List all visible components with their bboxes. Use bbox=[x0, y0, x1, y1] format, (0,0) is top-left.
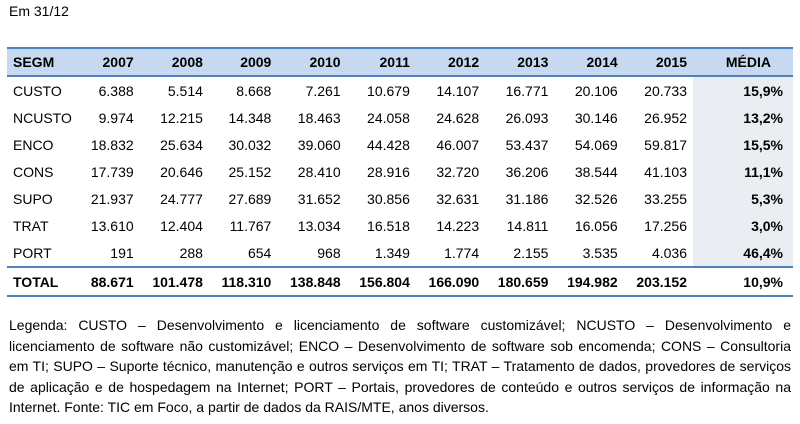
table-cell: 28.410 bbox=[297, 163, 341, 180]
total-cell: 118.310 bbox=[209, 267, 277, 296]
table-cell: 38.544 bbox=[574, 163, 618, 180]
table-cell: 44.428 bbox=[367, 136, 410, 153]
legend-paragraph: Legenda: CUSTO – Desenvolvimento e licenciamento de software customizável; NCUSTO – Desenvolvimento e licenciamento de software não customizável; ENCO – Desenvolvimento de software sob encomenda; CONS – Consultoria em TI; SUPO – Suporte técnico, manutenção e outros serviços em TI; TRAT – Tratamento de dados, provedores de serviços de aplicação e de hospedagem na Internet; PORT – Portais, provedores de conteúdo e outros serviços de informação na Internet. Fonte: TIC em Foco, a partir de dados da RAIS/MTE, anos diversos. bbox=[9, 317, 791, 415]
total-cell: 194.982 bbox=[554, 267, 623, 296]
table-cell: 59.817 bbox=[644, 136, 687, 153]
header-2012: 2012 bbox=[416, 48, 485, 76]
row-label: TRAT bbox=[13, 217, 49, 234]
table-cell: 4.036 bbox=[651, 244, 687, 261]
table-cell: 30.856 bbox=[367, 190, 410, 207]
table-total-row bbox=[7, 267, 793, 296]
table-subtitle: Em 31/12 bbox=[9, 3, 69, 19]
table-cell: 21.937 bbox=[90, 190, 134, 207]
header-segm: SEGM bbox=[7, 48, 79, 76]
table-cell: 53.437 bbox=[505, 136, 549, 153]
table-cell: 16.056 bbox=[574, 217, 618, 234]
media-cell: 13,2% bbox=[693, 104, 793, 131]
table-header-row bbox=[7, 48, 793, 76]
row-label: PORT bbox=[13, 244, 52, 261]
total-cell: 166.090 bbox=[416, 267, 485, 296]
table-cell: 32.526 bbox=[574, 190, 618, 207]
table-cell: 24.777 bbox=[160, 190, 203, 207]
header-2014: 2014 bbox=[554, 48, 623, 76]
table-cell: 27.689 bbox=[228, 190, 272, 207]
total-cell: 156.804 bbox=[347, 267, 416, 296]
table-cell: 33.255 bbox=[644, 190, 687, 207]
table-cell: 16.771 bbox=[505, 82, 549, 99]
table-cell: 18.832 bbox=[90, 136, 134, 153]
table-cell: 13.034 bbox=[297, 217, 341, 234]
header-2010: 2010 bbox=[277, 48, 346, 76]
table-cell: 10.679 bbox=[367, 82, 410, 99]
table-cell: 13.610 bbox=[90, 217, 134, 234]
total-label: TOTAL bbox=[7, 267, 79, 296]
table-cell: 5.514 bbox=[167, 82, 203, 99]
table-cell: 26.952 bbox=[644, 109, 687, 126]
row-label: CONS bbox=[13, 163, 54, 180]
header-2008: 2008 bbox=[140, 48, 209, 76]
table-cell: 3.535 bbox=[582, 244, 618, 261]
table-cell: 14.811 bbox=[506, 217, 549, 234]
row-label: SUPO bbox=[13, 190, 53, 207]
table-cell: 1.349 bbox=[374, 244, 410, 261]
row-label: CUSTO bbox=[13, 82, 62, 99]
table-cell: 2.155 bbox=[513, 244, 549, 261]
table-cell: 288 bbox=[179, 244, 203, 261]
table-cell: 26.093 bbox=[505, 109, 549, 126]
table-cell: 30.032 bbox=[228, 136, 272, 153]
table-cell: 16.518 bbox=[367, 217, 410, 234]
media-cell: 15,5% bbox=[693, 131, 793, 158]
header-media: MÉDIA bbox=[693, 48, 793, 76]
header-2011: 2011 bbox=[347, 48, 416, 76]
table-cell: 17.739 bbox=[90, 163, 134, 180]
media-cell: 3,0% bbox=[693, 212, 793, 239]
table-cell: 20.646 bbox=[160, 163, 203, 180]
total-cell: 203.152 bbox=[624, 267, 693, 296]
table-cell: 12.215 bbox=[160, 109, 203, 126]
media-cell: 11,1% bbox=[693, 158, 793, 185]
table-cell: 20.733 bbox=[644, 82, 687, 99]
media-cell: 5,3% bbox=[693, 185, 793, 212]
table-row bbox=[7, 212, 793, 239]
table-cell: 25.634 bbox=[160, 136, 203, 153]
table-cell: 6.388 bbox=[98, 82, 134, 99]
table-cell: 28.916 bbox=[367, 163, 410, 180]
table-cell: 20.106 bbox=[574, 82, 618, 99]
table-cell: 46.007 bbox=[436, 136, 480, 153]
media-cell: 15,9% bbox=[693, 76, 793, 104]
total-media-cell: 10,9% bbox=[693, 267, 793, 296]
table-cell: 8.668 bbox=[236, 82, 272, 99]
software-segments-table bbox=[7, 47, 793, 297]
table-cell: 191 bbox=[110, 244, 134, 261]
table-cell: 36.206 bbox=[505, 163, 549, 180]
total-cell: 101.478 bbox=[140, 267, 209, 296]
table-cell: 7.261 bbox=[305, 82, 341, 99]
table-row bbox=[7, 131, 793, 158]
table-cell: 14.348 bbox=[228, 109, 272, 126]
table-cell: 30.146 bbox=[574, 109, 618, 126]
table-cell: 24.058 bbox=[367, 109, 410, 126]
header-2009: 2009 bbox=[209, 48, 277, 76]
table-row bbox=[7, 158, 793, 185]
table-cell: 39.060 bbox=[297, 136, 341, 153]
table-cell: 31.186 bbox=[505, 190, 549, 207]
table-cell: 9.974 bbox=[98, 109, 134, 126]
table-cell: 41.103 bbox=[644, 163, 687, 180]
table-cell: 24.628 bbox=[436, 109, 480, 126]
table-cell: 654 bbox=[247, 244, 272, 261]
table-cell: 12.404 bbox=[160, 217, 203, 234]
table-cell: 17.256 bbox=[644, 217, 687, 234]
total-cell: 180.659 bbox=[485, 267, 554, 296]
table-cell: 32.631 bbox=[436, 190, 480, 207]
table-cell: 18.463 bbox=[297, 109, 341, 126]
media-cell: 46,4% bbox=[693, 239, 793, 267]
table-row bbox=[7, 76, 793, 104]
table-cell: 11.767 bbox=[229, 217, 272, 234]
table-cell: 31.652 bbox=[297, 190, 341, 207]
table-row bbox=[7, 104, 793, 131]
table-cell: 32.720 bbox=[436, 163, 480, 180]
table-row bbox=[7, 239, 793, 267]
table-row bbox=[7, 185, 793, 212]
table-cell: 25.152 bbox=[228, 163, 272, 180]
header-2007: 2007 bbox=[79, 48, 140, 76]
header-2013: 2013 bbox=[485, 48, 554, 76]
table-cell: 14.223 bbox=[436, 217, 480, 234]
table-cell: 1.774 bbox=[444, 244, 480, 261]
table-cell: 14.107 bbox=[436, 82, 480, 99]
table-cell: 54.069 bbox=[574, 136, 618, 153]
row-label: ENCO bbox=[13, 136, 54, 153]
row-label: NCUSTO bbox=[13, 109, 72, 126]
header-2015: 2015 bbox=[624, 48, 693, 76]
total-cell: 88.671 bbox=[79, 267, 140, 296]
total-cell: 138.848 bbox=[277, 267, 346, 296]
table-cell: 968 bbox=[317, 244, 341, 261]
